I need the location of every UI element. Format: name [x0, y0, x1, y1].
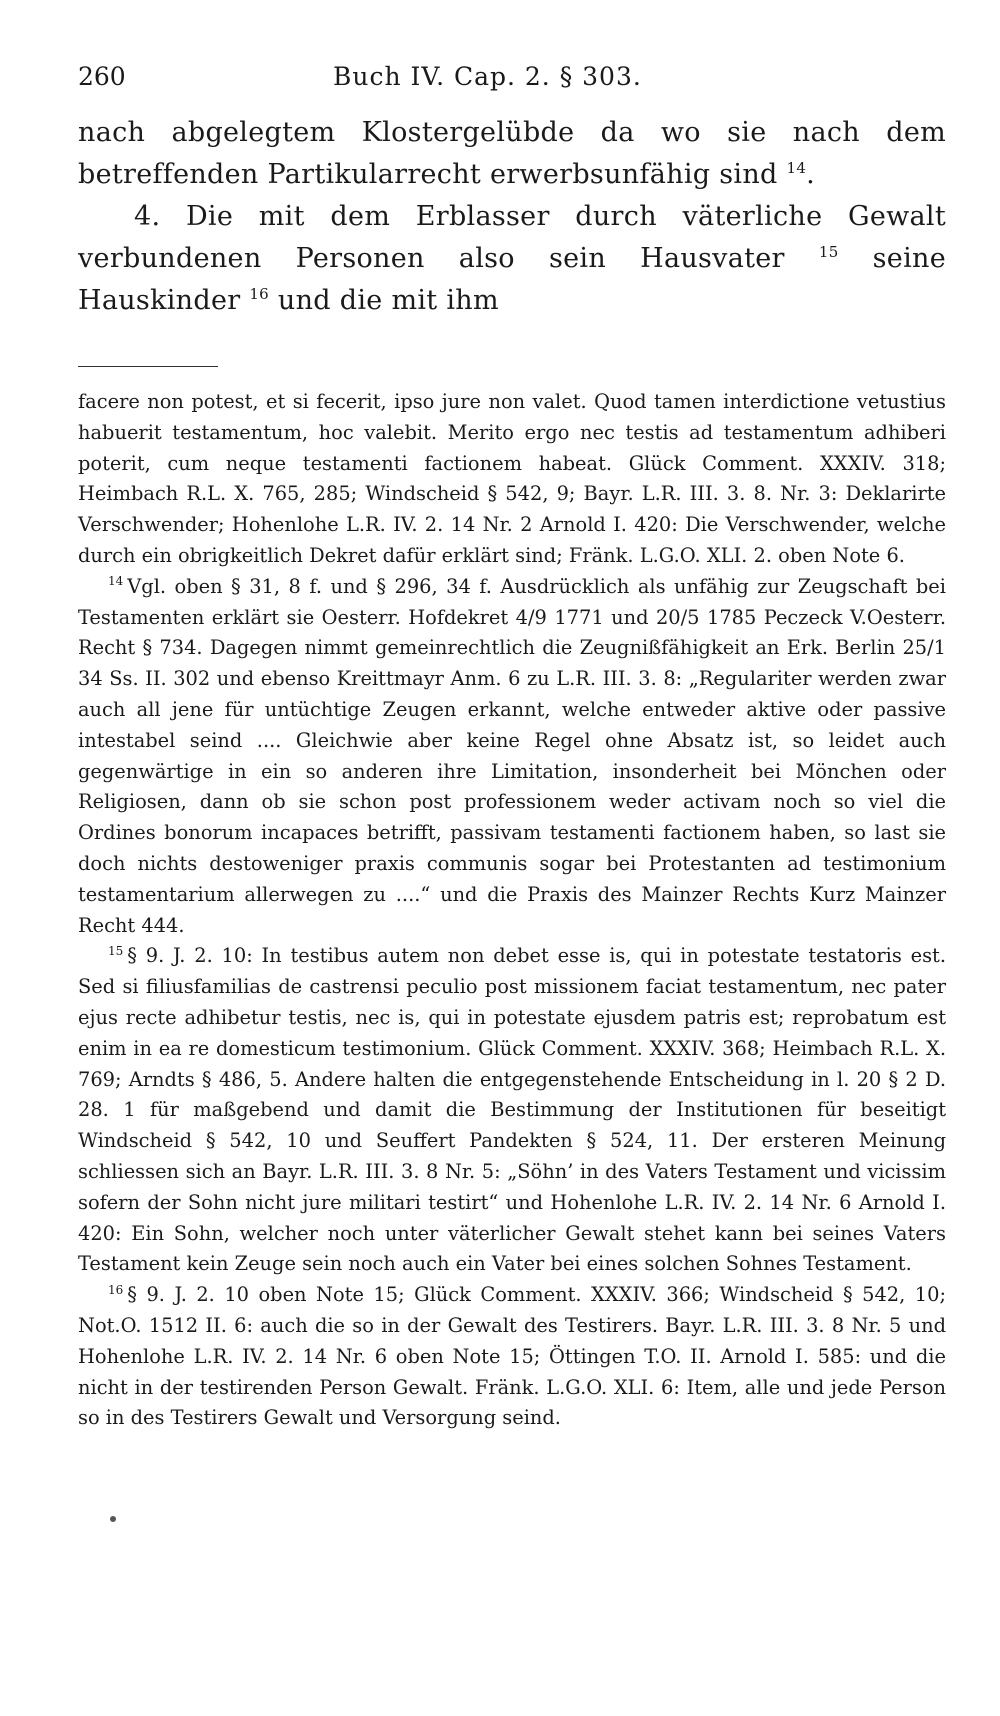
footnote-number: 14 — [108, 574, 124, 589]
text-run: . — [806, 159, 816, 190]
footnotes — [78, 387, 946, 1434]
text-run: seine Hauskinder — [78, 243, 946, 316]
text-run: 4. Die mit dem Erblasser durch väterliche Gewalt verbundenen Personen also sein Hausvater — [78, 201, 946, 274]
page-number: 260 — [78, 62, 126, 91]
text-run: nach abgelegtem Klostergelübde da wo sie nach dem betreffenden Partikularrecht erwerbsunfähig sind — [78, 117, 946, 190]
footnote-text: § 9. J. 2. 10: In testibus autem non debet esse is, qui in potestate testatoris est. Sed si filiusfamilias de castrensi peculio post missionem faciat testamentum, nec pater ejus recte adhibetur testis, nec is, qui in potestate ejusdem patris est; reprobatum est enim in ea re domesticum testimonium. Glück Comment. XXXIV. 368; Heimbach R.L. X. 769; Arndts § 486, 5. Andere halten die entgegenstehende Entscheidung in l. 20 § 2 D. 28. 1 für maßgebend und damit die Bestimmung der Institutionen für beseitigt Windscheid § 542, 10 und Seuffert Pandekten § 524, 11. Der ersteren Meinung schliessen sich an Bayr. L.R. III. 3. 8 Nr. 5: „Söhn’ in des Vaters Testament und vicissim sofern der Sohn nicht jure militari testirt“ und Hohenlohe L.R. IV. 2. 14 Nr. 6 Arnold I. 420: Ein Sohn, welcher noch unter väterlicher Gewalt stehet kann bei seines Vaters Testament kein Zeuge sein noch auch ein Vater bei eines solchen Sohnes Testament. — [78, 944, 946, 1276]
footnote-16 — [78, 1280, 946, 1434]
footnote-ref-16: 16 — [249, 285, 270, 303]
footnote-15 — [78, 941, 946, 1280]
running-head: Buch IV. Cap. 2. § 303. — [333, 62, 642, 91]
footnote-ref-14: 14 — [786, 159, 807, 177]
footnote-14 — [78, 572, 946, 942]
ink-speck — [110, 1516, 116, 1522]
footnote-number: 15 — [108, 943, 124, 958]
paragraph-4 — [78, 196, 946, 322]
footnote-text: Vgl. oben § 31, 8 f. und § 296, 34 f. Ausdrücklich als unfähig zur Zeugschaft bei Testamenten erklärt sie Oesterr. Hofdekret 4/9 1771 und 20/5 1785 Peczeck V.Oesterr. Recht § 734. Dagegen nimmt gemeinrechtlich die Zeugnißfähigkeit an Erk. Berlin 25/1 34 Ss. II. 302 und ebenso Kreittmayr Anm. 6 zu L.R. III. 3. 8: „Regulariter werden zwar auch all jene für untüchtige Zeugen erkannt, welche entweder aktive oder passive intestabel seind .... Gleichwie aber keine Regel ohne Absatz ist, so leidet auch gegenwärtige in ein so anderen ihre Limitation, insonderheit bei Mönchen oder Religiosen, dann ob sie schon post professionem weder activam noch so viel die Ordines bonorum incapaces betrifft, passivam testamenti factionem haben, so last sie doch nichts destoweniger praxis communis sogar bei Protestanten ad testimonium testamentarium allerwegen zu ....“ und die Praxis des Mainzer Rechts Kurz Mainzer Recht 444. — [78, 574, 946, 937]
page — [78, 62, 946, 1434]
paragraph-continuation — [78, 112, 946, 196]
footnote-text: facere non potest, et si fecerit, ipso jure non valet. Quod tamen interdictione vetustius habuerit testamentum, hoc valebit. Merito ergo nec testis ad testamentum adhiberi poterit, cum neque testamenti factionem habeat. Glück Comment. XXXIV. 318; Heimbach R.L. X. 765, 285; Windscheid § 542, 9; Bayr. L.R. III. 3. 8. Nr. 3: Deklarirte Verschwender; Hohenlohe L.R. IV. 2. 14 Nr. 2 Arnold I. 420: Die Verschwender, welche durch ein obrigkeitlich Dekret dafür erklärt sind; Fränk. L.G.O. XLI. 2. oben Note 6. — [78, 390, 946, 567]
footnote-text: § 9. J. 2. 10 oben Note 15; Glück Comment. XXXIV. 366; Windscheid § 542, 10; Not.O. 1512 II. 6: auch die so in der Gewalt des Testirers. Bayr. L.R. III. 3. 8 Nr. 5 und Hohenlohe L.R. IV. 2. 14 Nr. 6 oben Note 15; Öttingen T.O. II. Arnold I. 585: und die nicht in der testirenden Person Gewalt. Fränk. L.G.O. XLI. 6: Item, alle und jede Person so in des Testirers Gewalt und Versorgung seind. — [78, 1283, 946, 1430]
footnote-continued — [78, 387, 946, 572]
footnote-separator — [78, 366, 218, 367]
main-text — [78, 112, 946, 322]
footnote-ref-15: 15 — [818, 243, 839, 261]
footnote-number: 16 — [108, 1282, 124, 1297]
page-header — [78, 62, 946, 102]
text-run: und die mit ihm — [277, 285, 499, 316]
